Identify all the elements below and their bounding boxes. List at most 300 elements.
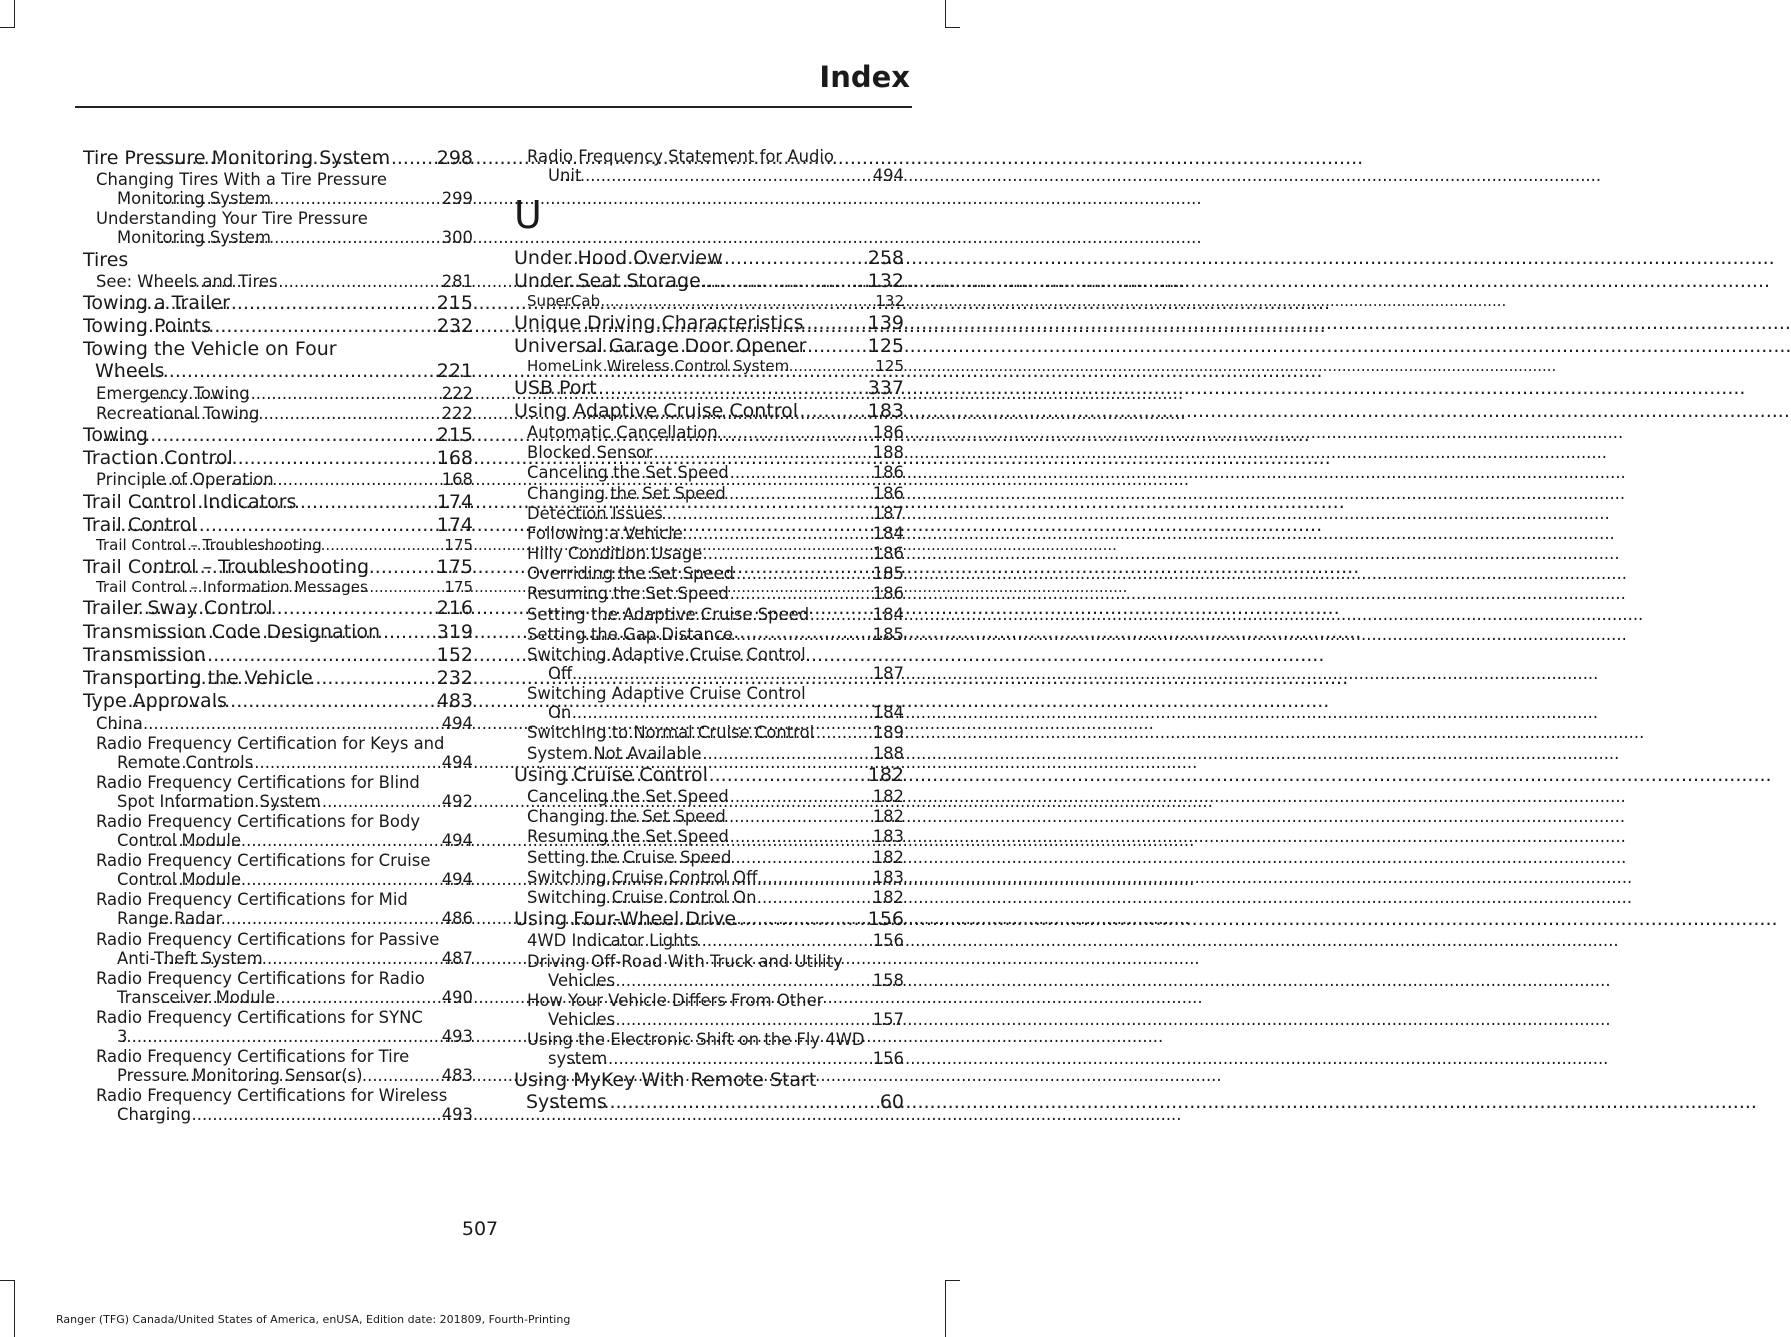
dot-leader — [116, 644, 435, 666]
index-entry-text: Wheels — [95, 360, 165, 383]
index-page-number: 183 — [872, 867, 904, 887]
dot-leader — [569, 1010, 872, 1029]
index-page-number: 494 — [441, 870, 473, 890]
index-page-number: 174 — [436, 490, 473, 513]
index-entry-text: Monitoring System — [117, 189, 271, 209]
dot-leader — [141, 384, 441, 403]
index-entry — [83, 384, 473, 403]
dot-leader — [585, 625, 872, 644]
index-entry-text: Spot Information System — [117, 791, 321, 811]
index-entry — [514, 270, 904, 292]
dot-leader — [583, 312, 867, 334]
index-entry — [83, 579, 473, 597]
index-entry-text: Towing Points — [83, 315, 212, 338]
dot-leader — [568, 504, 872, 523]
index-page-number: 483 — [436, 690, 473, 713]
index-entry-text: Driving Off-Road With Truck and Utility — [527, 951, 843, 971]
index-page-number: 182 — [872, 887, 904, 907]
index-entry-text: Pressure Monitoring Sensor(s) — [117, 1066, 363, 1086]
index-entry-text: Trail Control – Information Messages — [96, 577, 368, 596]
index-column-right — [514, 146, 904, 1113]
index-entry-text: Tires — [83, 248, 129, 271]
index-entry-text: Resuming the Set Speed — [527, 827, 729, 847]
index-entry — [83, 170, 473, 208]
index-entry-text: Monitoring System — [117, 228, 271, 248]
index-page-number: 299 — [441, 189, 473, 209]
dot-leader — [152, 831, 440, 850]
index-entry-text: Automatic Cancellation — [527, 422, 718, 442]
index-entry — [514, 484, 904, 503]
page-title: Index — [819, 60, 910, 94]
dot-leader — [549, 1091, 879, 1113]
index-page-number: 487 — [441, 948, 473, 968]
index-entry-text: Systems — [526, 1091, 607, 1114]
index-entry-text: Towing the Vehicle on Four — [83, 338, 337, 361]
dot-leader — [160, 228, 441, 247]
index-entry — [83, 292, 473, 314]
index-entry-text: System Not Available — [527, 743, 702, 763]
index-entry — [514, 888, 904, 907]
index-entry-text: Radio Frequency Statement for Audio — [527, 147, 834, 166]
index-entry — [514, 605, 904, 624]
index-page-number: 175 — [444, 577, 473, 596]
index-page-number: 139 — [867, 311, 904, 334]
index-page-number: 184 — [872, 703, 904, 723]
index-entry-text: Anti-Theft System — [117, 948, 263, 968]
dot-leader — [137, 491, 436, 513]
dot-leader — [153, 621, 435, 643]
index-page-number: 492 — [441, 791, 473, 811]
dot-leader — [180, 1066, 441, 1085]
index-entry-text: Radio Frequency Certification for Keys and — [96, 733, 445, 753]
index-page-number: 186 — [872, 584, 904, 604]
dot-leader — [565, 443, 872, 462]
footer-edition-text: Ranger (TFG) Canada/United States of America, enUSA, Edition date: 201809, Fourth-Printing — [56, 1313, 571, 1326]
index-entry-text: Off — [548, 664, 573, 684]
index-page-number: 183 — [867, 399, 904, 422]
index-page-number: 182 — [872, 787, 904, 807]
crop-mark-bottom-right-horizontal — [945, 1280, 960, 1281]
index-entry-text: Emergency Towing — [96, 383, 250, 403]
index-page-number: 184 — [872, 523, 904, 543]
dot-leader — [538, 377, 867, 399]
index-entry-text: Transporting the Vehicle — [83, 667, 313, 690]
dot-leader — [158, 949, 441, 968]
index-page-number: 319 — [436, 620, 473, 643]
index-entry-text: Range Radar — [117, 909, 223, 929]
index-page-number: 232 — [436, 315, 473, 338]
index-entry — [83, 424, 473, 446]
crop-mark-top-right-vertical — [945, 0, 946, 27]
dot-leader — [140, 667, 436, 689]
index-page-number: 186 — [872, 483, 904, 503]
index-page-number: 189 — [872, 723, 904, 743]
index-page-number: 182 — [872, 807, 904, 827]
dot-leader — [583, 807, 872, 826]
index-page-number: 182 — [867, 763, 904, 786]
index-entry — [514, 247, 904, 269]
index-entry-text: Radio Frequency Certifications for Tire — [96, 1047, 410, 1067]
index-entry-text: Trail Control – Troubleshooting — [96, 536, 322, 555]
dot-leader — [102, 424, 436, 446]
index-page-number: 174 — [436, 513, 473, 536]
dot-leader — [118, 315, 436, 337]
crop-mark-bottom-left-vertical — [14, 1280, 15, 1337]
index-entry-text: Radio Frequency Certifications for Wireless — [96, 1086, 448, 1106]
index-entry — [514, 524, 904, 543]
index-entry — [514, 723, 904, 742]
index-entry — [514, 335, 904, 357]
index-page-number: 184 — [872, 604, 904, 624]
index-page-number: 186 — [872, 422, 904, 442]
index-entry — [83, 812, 473, 850]
index-entry — [83, 1086, 473, 1124]
index-entry-text: Using Cruise Control — [514, 763, 708, 786]
index-entry-text: Switching Cruise Control On — [527, 887, 757, 907]
index-entry-text: Type Approvals — [83, 690, 227, 713]
dot-leader — [583, 484, 872, 503]
index-entry — [514, 584, 904, 603]
index-entry — [514, 787, 904, 806]
dot-leader — [160, 189, 441, 208]
index-entry — [83, 930, 473, 968]
index-entry — [514, 645, 904, 683]
index-entry — [514, 991, 904, 1029]
dot-leader — [569, 971, 872, 990]
dot-leader — [584, 335, 867, 357]
index-entry-text: Towing a Trailer — [83, 292, 230, 314]
index-entry — [514, 293, 904, 311]
index-entry-text: Setting the Adaptive Cruise Speed — [527, 604, 810, 624]
dot-leader — [132, 597, 436, 619]
index-page-number: 490 — [441, 987, 473, 1007]
index-entry — [83, 537, 473, 555]
index-entry-text: Unit — [548, 166, 582, 185]
index-page-number: 157 — [872, 1009, 904, 1029]
index-entry — [83, 714, 473, 733]
dot-leader — [556, 664, 871, 683]
index-entry — [514, 504, 904, 523]
index-entry-text: SuperCab — [527, 292, 601, 311]
index-page-number: 188 — [872, 443, 904, 463]
dot-leader — [139, 1105, 440, 1124]
index-entry — [514, 463, 904, 482]
index-entry-text: Vehicles — [548, 970, 616, 990]
dot-leader — [603, 358, 875, 376]
header-rule — [75, 106, 912, 108]
dot-leader — [567, 247, 867, 269]
index-entry-text: Changing Tires With a Tire Pressure — [96, 170, 387, 190]
index-entry-text: Vehicles — [548, 1009, 616, 1029]
index-entry — [83, 556, 473, 578]
index-page-number: 215 — [436, 424, 473, 447]
index-entry — [514, 358, 904, 376]
index-entry — [514, 377, 904, 399]
dot-leader — [121, 1027, 441, 1046]
dot-leader — [585, 564, 872, 583]
index-entry — [83, 1008, 473, 1046]
dot-leader — [152, 870, 440, 889]
dot-leader — [148, 272, 441, 291]
index-entry-text: system — [548, 1048, 608, 1068]
index-entry-text: Under Seat Storage — [514, 269, 701, 292]
index-entry — [514, 544, 904, 563]
index-entry — [514, 908, 904, 930]
index-page-number: 185 — [872, 564, 904, 584]
crop-mark-top-left-vertical — [14, 0, 15, 27]
index-entry — [83, 404, 473, 423]
index-entry-text: Changing the Set Speed — [527, 483, 726, 503]
index-entry-text: Blocked Sensor — [527, 443, 653, 463]
dot-leader — [590, 888, 872, 907]
index-entry-text: Radio Frequency Certifications for Radio — [96, 968, 425, 988]
index-page-number: 494 — [441, 752, 473, 772]
dot-leader — [553, 293, 875, 311]
index-page-number: 158 — [872, 970, 904, 990]
index-entry-text: Using MyKey With Remote Start — [514, 1069, 817, 1092]
index-page-number: 188 — [872, 743, 904, 763]
dot-leader — [163, 537, 443, 555]
index-entry-text: Trail Control Indicators — [83, 490, 297, 513]
index-entry-text: See: Wheels and Tires — [96, 271, 278, 291]
index-entry-text: Control Module — [117, 831, 242, 851]
dot-leader — [590, 868, 871, 887]
index-page-number: 216 — [436, 597, 473, 620]
index-entry-text: Switching Cruise Control Off — [527, 867, 758, 887]
index-entry-text: Charging — [117, 1105, 192, 1125]
index-entry-text: Radio Frequency Certifications for SYNC — [96, 1008, 423, 1027]
index-page-number: 60 — [879, 1091, 904, 1114]
dot-leader — [155, 753, 440, 772]
index-page-number: 175 — [444, 536, 473, 555]
index-entry-text: How Your Vehicle Differs From Other — [527, 990, 824, 1010]
dot-leader — [151, 556, 435, 578]
dot-leader — [584, 584, 872, 603]
index-entry — [514, 868, 904, 887]
dot-leader — [562, 270, 867, 292]
index-entry — [83, 851, 473, 889]
dot-leader — [566, 1049, 871, 1068]
dot-leader — [112, 714, 441, 733]
index-entry-text: Switching Adaptive Cruise Control — [527, 645, 806, 665]
index-page-number: 215 — [436, 292, 473, 314]
index-entry-text: Control Module — [117, 870, 242, 890]
index-entry-text: Using the Electronic Shift on the Fly 4WD — [527, 1029, 865, 1049]
index-page-number: 486 — [441, 909, 473, 929]
index-entry — [83, 272, 473, 291]
index-entry — [83, 667, 473, 689]
dot-leader — [148, 909, 441, 928]
index-entry — [83, 621, 473, 643]
index-entry-text: Unique Driving Characteristics — [514, 311, 804, 334]
index-entry — [83, 1047, 473, 1085]
index-page-number: 221 — [436, 360, 473, 383]
index-page-number: 168 — [436, 447, 473, 470]
index-entry-text: Radio Frequency Certifications for Passive — [96, 929, 440, 949]
index-page-number: 132 — [875, 292, 904, 311]
index-page-number: 185 — [872, 624, 904, 644]
index-entry — [514, 443, 904, 462]
index-entry — [83, 514, 473, 536]
index-page-number: 494 — [441, 713, 473, 733]
crop-mark-top-right-horizontal — [945, 27, 960, 28]
index-entry-text: Trail Control – Troubleshooting — [83, 555, 370, 578]
dot-leader — [577, 744, 871, 763]
index-entry — [83, 644, 473, 666]
index-page-number: 494 — [872, 166, 904, 185]
dot-leader — [577, 931, 872, 950]
index-page-number: 222 — [441, 403, 473, 423]
index-page-number: 125 — [867, 334, 904, 357]
dot-leader — [570, 908, 867, 930]
index-entry-text: Changing the Set Speed — [527, 807, 726, 827]
index-entry-text: Radio Frequency Certifications for Body — [96, 812, 421, 832]
dot-leader — [114, 360, 435, 382]
index-page-number: 298 — [436, 147, 473, 169]
index-entry-text: Traction Control — [83, 447, 233, 470]
index-page-number: 493 — [441, 1027, 473, 1046]
index-entry-text: 3 — [117, 1027, 128, 1046]
index-page-number: 483 — [441, 1066, 473, 1086]
index-page-number: 258 — [867, 246, 904, 269]
index-entry-text: Canceling the Set Speed — [527, 463, 729, 483]
index-page-number: 168 — [441, 470, 473, 490]
index-entry-text: Overriding the Set Speed — [527, 564, 735, 584]
index-entry — [514, 684, 904, 722]
index-page-number: 337 — [867, 376, 904, 399]
index-entry-text: Setting the Gap Distance — [527, 624, 734, 644]
index-page-number: 182 — [872, 847, 904, 867]
index-page-number: 186 — [872, 544, 904, 564]
index-entry — [514, 931, 904, 950]
index-entry-text: Using Adaptive Cruise Control — [514, 399, 799, 422]
index-page-number: 494 — [441, 831, 473, 851]
index-entry — [514, 625, 904, 644]
index-entry — [83, 734, 473, 772]
index-entry-text: USB Port — [514, 376, 597, 399]
index-page-number: 187 — [872, 664, 904, 684]
dot-leader — [122, 292, 436, 314]
crop-mark-top-left-horizontal — [0, 27, 15, 28]
index-page-number: 152 — [436, 643, 473, 666]
dot-leader — [573, 524, 872, 543]
index-page-number: 132 — [867, 269, 904, 292]
index-entry — [514, 312, 904, 334]
index-entry-text: 4WD Indicator Lights — [527, 931, 699, 951]
dot-leader — [171, 792, 441, 811]
index-page-number: 156 — [872, 931, 904, 951]
index-page-number: 175 — [436, 555, 473, 578]
index-entry-text: Detection Issues — [527, 503, 663, 523]
index-entry — [514, 807, 904, 826]
index-section-letter: U — [514, 193, 542, 238]
index-page-number: 125 — [875, 357, 904, 375]
index-page-number: 493 — [441, 1105, 473, 1125]
index-entry — [83, 249, 473, 271]
index-entry-text: Setting the Cruise Speed — [527, 847, 732, 867]
dot-leader — [161, 988, 441, 1007]
dot-leader — [584, 827, 872, 846]
index-entry-text: Following a Vehicle — [527, 523, 683, 543]
index-entry-text: Transmission Code Designation — [83, 620, 381, 643]
index-entry-text: Using Four-Wheel Drive — [514, 908, 737, 931]
dot-leader — [581, 423, 872, 442]
dot-leader — [601, 605, 871, 624]
dot-leader — [121, 690, 435, 712]
index-entry — [514, 1030, 904, 1068]
dot-leader — [584, 463, 872, 482]
index-entry-text: On — [548, 703, 572, 723]
index-page-number: 183 — [872, 827, 904, 847]
dot-leader — [559, 166, 872, 185]
index-entry — [514, 147, 904, 185]
index-entry — [83, 447, 473, 469]
index-entry — [514, 848, 904, 867]
dot-leader — [584, 787, 872, 806]
dot-leader — [578, 544, 872, 563]
index-entry — [83, 315, 473, 337]
page-number: 507 — [461, 1218, 499, 1240]
dot-leader — [123, 447, 436, 469]
index-entry — [83, 470, 473, 489]
index-entry-text: Transceiver Module — [117, 987, 276, 1007]
index-entry-text: Tire Pressure Monitoring System — [83, 147, 391, 169]
index-entry — [83, 890, 473, 928]
index-page-number: 281 — [441, 271, 473, 291]
index-entry — [514, 952, 904, 990]
dot-leader — [114, 514, 436, 536]
index-entry — [83, 690, 473, 712]
crop-mark-bottom-left-horizontal — [0, 1280, 15, 1281]
index-page-number: 232 — [436, 667, 473, 690]
index-page-number: 156 — [867, 908, 904, 931]
dot-leader — [155, 147, 435, 169]
index-page-number: 300 — [441, 228, 473, 248]
dot-leader — [584, 848, 871, 867]
index-entry — [514, 1069, 904, 1113]
index-entry-text: Radio Frequency Certifications for Cruise — [96, 851, 431, 871]
index-entry-text: Understanding Your Tire Pressure — [96, 209, 368, 229]
index-entry — [83, 773, 473, 811]
index-entry-text: HomeLink Wireless Control System — [527, 357, 790, 375]
index-entry-text: Trailer Sway Control — [83, 597, 273, 620]
index-entry-text: Canceling the Set Speed — [527, 787, 729, 807]
index-entry — [83, 969, 473, 1007]
index-entry — [83, 209, 473, 247]
index-entry-text: Radio Frequency Certifications for Blind — [96, 772, 420, 792]
index-entry — [514, 564, 904, 583]
index-entry — [514, 744, 904, 763]
dot-leader — [556, 703, 872, 722]
index-entry-text: Switching Adaptive Cruise Control — [527, 684, 806, 704]
index-page-number: 187 — [872, 503, 904, 523]
index-entry-text: Radio Frequency Certifications for Mid — [96, 890, 408, 910]
crop-mark-bottom-right-vertical — [945, 1280, 946, 1337]
dot-leader — [174, 579, 444, 597]
index-entry — [514, 827, 904, 846]
index-entry — [83, 147, 473, 169]
index-entry-text: Remote Controls — [117, 752, 254, 772]
index-entry — [83, 491, 473, 513]
index-entry — [514, 764, 904, 786]
index-entry-text: Recreational Towing — [96, 403, 260, 423]
index-column-left — [83, 146, 473, 1125]
index-page-number: 156 — [872, 1048, 904, 1068]
index-entry-text: Transmission — [83, 643, 206, 666]
index-entry — [83, 597, 473, 619]
index-page-number: 186 — [872, 463, 904, 483]
dot-leader — [602, 723, 871, 742]
